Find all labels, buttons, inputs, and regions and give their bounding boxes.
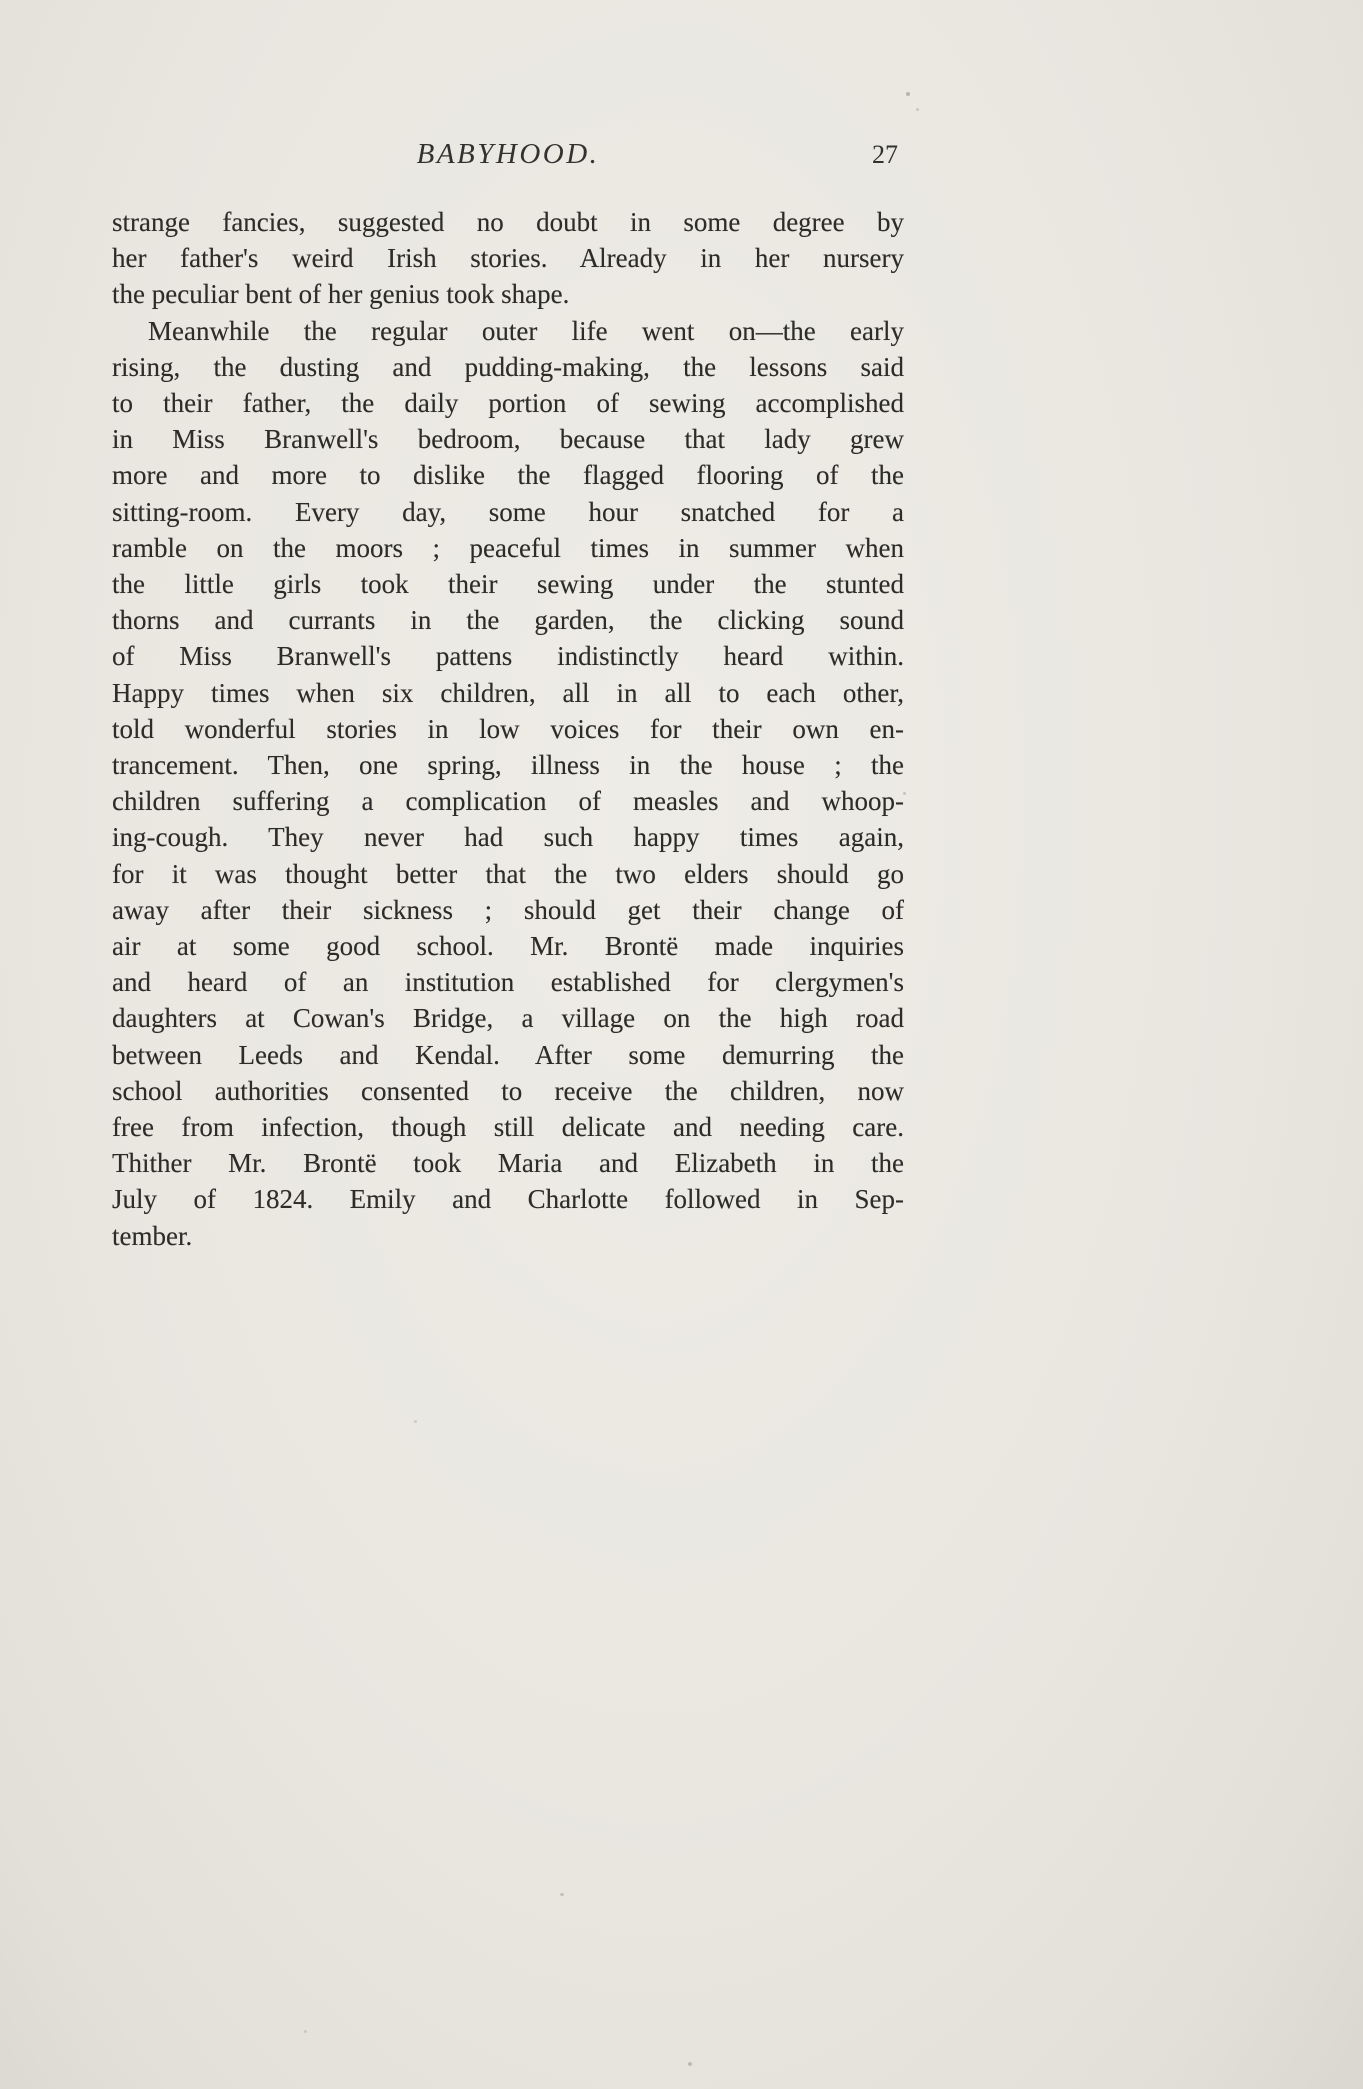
text-line: for it was thought better that the two elders should go bbox=[112, 858, 904, 889]
text-line: daughters at Cowan's Bridge, a village on the high road bbox=[112, 1003, 904, 1034]
text-line: school authorities consented to receive the children, now bbox=[112, 1075, 904, 1106]
text-line: to their father, the daily portion of sewing accomplished bbox=[112, 388, 904, 419]
text-line: Meanwhile the regular outer life went on—the early bbox=[148, 315, 904, 346]
text-line: trancement. Then, one spring, illness in the house ; the bbox=[112, 750, 904, 781]
paragraph bbox=[112, 204, 904, 313]
scan-speck bbox=[688, 2062, 692, 2066]
text-line: Thither Mr. Brontë took Maria and Elizabeth in the bbox=[112, 1148, 904, 1179]
text-line: air at some good school. Mr. Brontë made inquiries bbox=[112, 931, 904, 962]
text-line: in Miss Branwell's bedroom, because that lady grew bbox=[112, 424, 904, 455]
text-line: and heard of an institution established for clergymen's bbox=[112, 967, 904, 998]
scan-speck bbox=[414, 1420, 417, 1423]
text-line: her father's weird Irish stories. Already in her nursery bbox=[112, 243, 904, 274]
text-line: Happy times when six children, all in all to each other, bbox=[112, 677, 904, 708]
text-line: ramble on the moors ; peaceful times in summer when bbox=[112, 532, 904, 563]
text-line: between Leeds and Kendal. After some demurring the bbox=[112, 1039, 904, 1070]
text-line: the little girls took their sewing under the stunted bbox=[112, 569, 904, 600]
scan-speck bbox=[916, 108, 919, 111]
scan-speck bbox=[304, 2030, 307, 2033]
text-line: strange fancies, suggested no doubt in some degree by bbox=[112, 207, 904, 237]
text-line: thorns and currants in the garden, the clicking sound bbox=[112, 605, 904, 636]
scan-speck bbox=[906, 92, 910, 96]
paragraph bbox=[112, 313, 904, 1254]
text-line: rising, the dusting and pudding-making, the lessons said bbox=[112, 351, 904, 382]
text-line: children suffering a complication of measles and whoop- bbox=[112, 786, 904, 817]
text-line: of Miss Branwell's pattens indistinctly heard within. bbox=[112, 641, 904, 672]
scan-speck bbox=[560, 1893, 564, 1896]
scan-speck bbox=[903, 792, 906, 795]
text-line: away after their sickness ; should get their change of bbox=[112, 894, 904, 925]
body-text bbox=[112, 204, 904, 1254]
text-line: tember. bbox=[112, 1220, 193, 1251]
book-page bbox=[112, 138, 904, 1254]
text-line: free from infection, though still delicate and needing care. bbox=[112, 1112, 904, 1143]
page-header bbox=[112, 138, 904, 178]
text-line: told wonderful stories in low voices for their own en- bbox=[112, 713, 904, 744]
text-line: more and more to dislike the flagged flooring of the bbox=[112, 460, 904, 491]
text-line: sitting-room. Every day, some hour snatched for a bbox=[112, 496, 904, 527]
text-line: July of 1824. Emily and Charlotte followed in Sep- bbox=[112, 1184, 904, 1215]
text-line: ing-cough. They never had such happy times again, bbox=[112, 822, 904, 853]
running-title: BABYHOOD. bbox=[416, 138, 600, 170]
text-line: the peculiar bent of her genius took shape. bbox=[112, 279, 570, 310]
page-number: 27 bbox=[872, 140, 898, 169]
